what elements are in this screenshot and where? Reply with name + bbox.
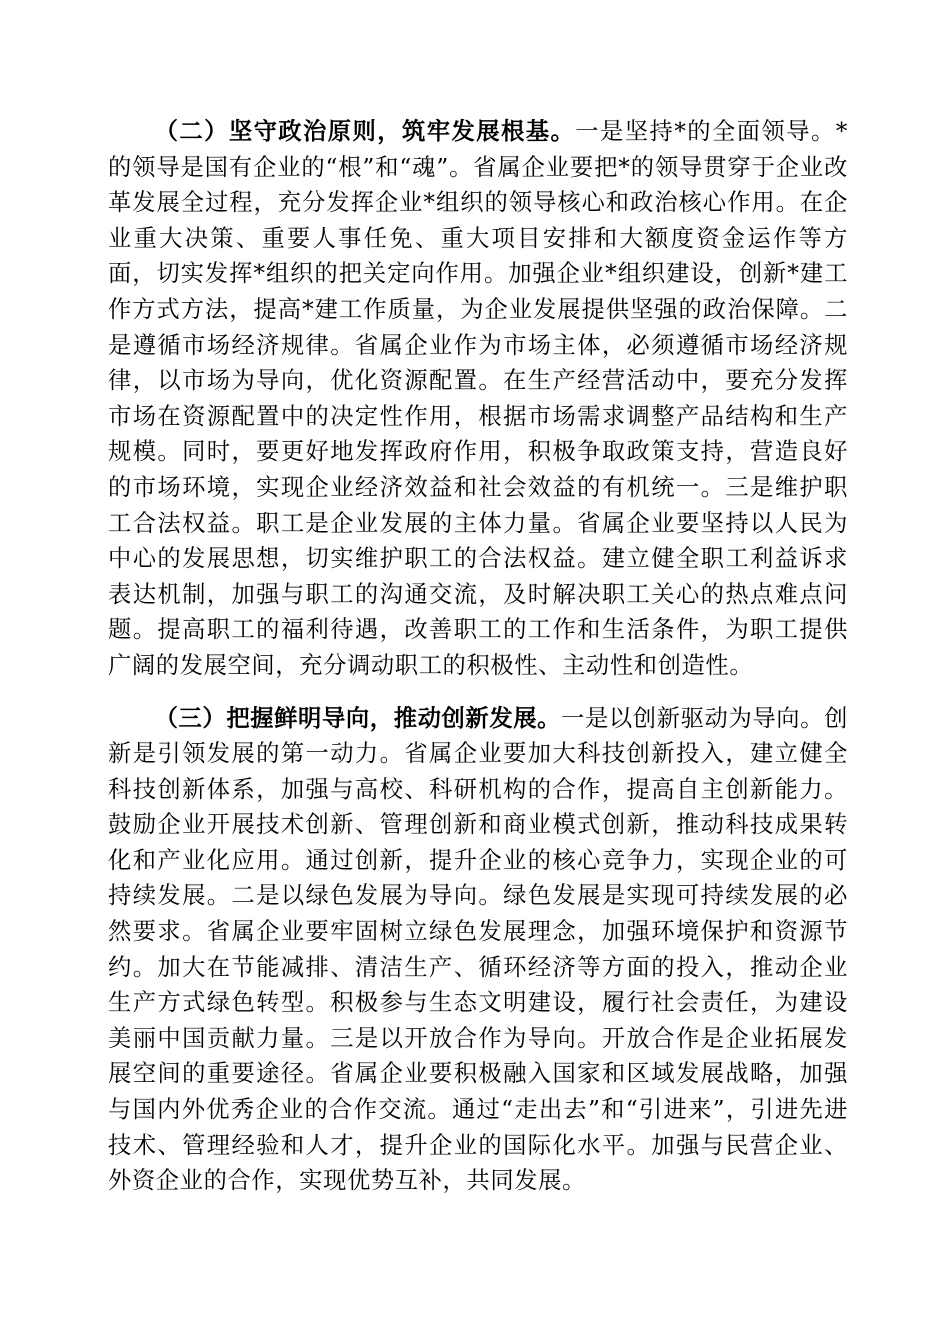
paragraph-body-2: 一是坚持*的全面领导。*的领导是国有企业的“根”和“魂”。省属企业要把*的领导贯穿于企业改革发展全过程，充分发挥企业*组织的领导核心和政治核心作用。在企业重大决策、重要人事任免、重大项目安排和大额度资金运作等方面，切实发挥*组织的把关定向作用。加强企业*组织建设，创新*建工作方式方法，提高*建工作质量，为企业发展提供坚强的政治保障。二是遵循市场经济规律。省属企业作为市场主体，必须遵循市场经济规律，以市场为导向，优化资源配置。在生产经营活动中，要充分发挥市场在资源配置中的决定性作用，根据市场需求调整产品结构和生产规模。同时，要更好地发挥政府作用，积极争取政策支持，营造良好的市场环境，实现企业经济效益和社会效益的有机统一。三是维护职工合法权益。职工是企业发展的主体力量。省属企业要坚持以人民为中心的发展思想，切实维护职工的合法权益。建立健全职工利益诉求表达机制，加强与职工的沟通交流，及时解决职工关心的热点难点问题。提高职工的福利待遇，改善职工的工作和生活条件，为职工提供广阔的发展空间，充分调动职工的积极性、主动性和创造性。 (108, 118, 849, 679)
section-heading-3: （三）把握鲜明导向，推动创新发展。 (154, 704, 562, 732)
section-heading-2: （二）坚守政治原则，筑牢发展根基。 (154, 118, 576, 145)
paragraph-body-3: 一是以创新驱动为导向。创新是引领发展的第一动力。省属企业要加大科技创新投入，建立健全科技创新体系，加强与高校、科研机构的合作，提高自主创新能力。鼓励企业开展技术创新、管理创新和商业模式创新，推动科技成果转化和产业化应用。通过创新，提升企业的核心竞争力，实现企业的可持续发展。二是以绿色发展为导向。绿色发展是实现可持续发展的必然要求。省属企业要牢固树立绿色发展理念，加强环境保护和资源节约。加大在节能减排、清洁生产、循环经济等方面的投入，推动企业生产方式绿色转型。积极参与生态文明建设，履行社会责任，为建设美丽中国贡献力量。三是以开放合作为导向。开放合作是企业拓展发展空间的重要途径。省属企业要积极融入国家和区域发展战略，加强与国内外优秀企业的合作交流。通过“走出去”和“引进来”，引进先进技术、管理经验和人才，提升企业的国际化水平。加强与民营企业、外资企业的合作，实现优势互补，共同发展。 (108, 704, 848, 1195)
document-page (108, 114, 848, 1199)
paragraph-innovation-development (108, 701, 848, 1199)
paragraph-political-principles (108, 114, 848, 684)
